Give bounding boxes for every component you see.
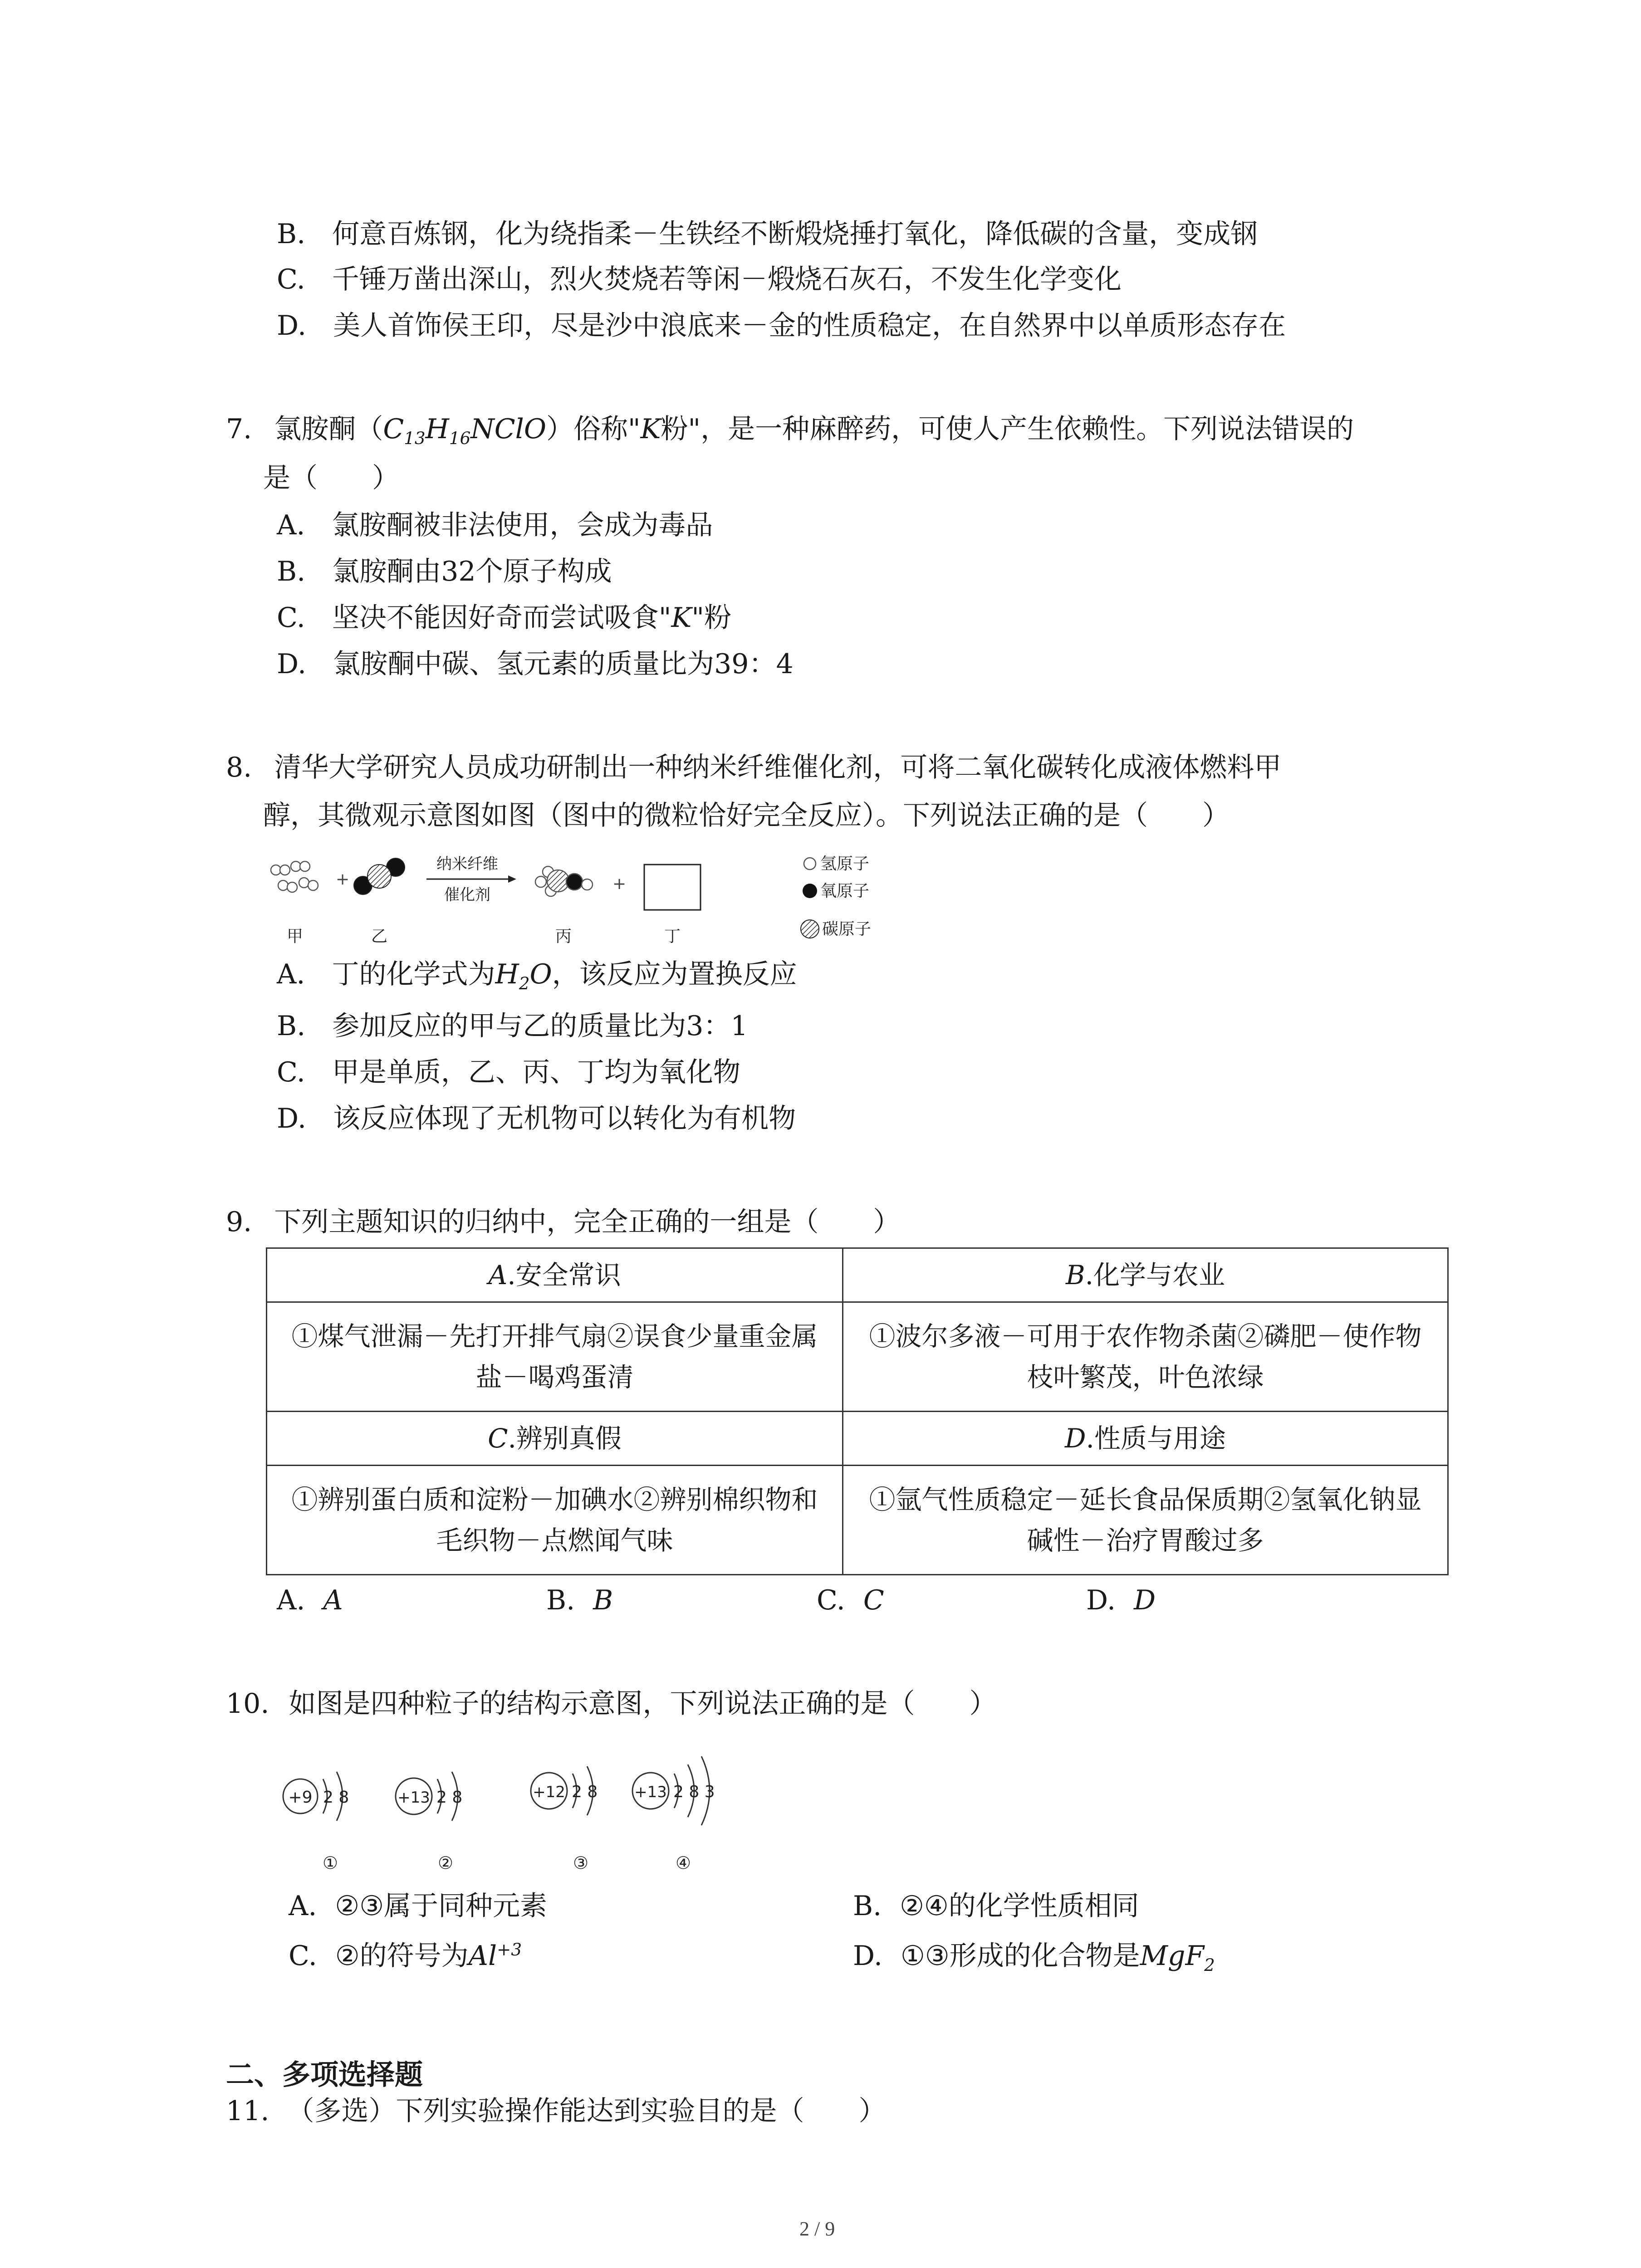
legend-hydrogen: 氢原子 bbox=[820, 855, 870, 873]
q9-stem bbox=[226, 1208, 900, 1236]
q9-option-c: C. C bbox=[817, 1584, 884, 1616]
q10-particle-diagrams bbox=[272, 1728, 771, 1887]
q10-option-a: A. ②③属于同种元素 bbox=[289, 1890, 547, 1922]
q10-option-d: D. ①③形成的化合物是MgF$_2$ bbox=[853, 1940, 1215, 1975]
hydrogen-molecules-icon bbox=[271, 861, 318, 892]
option-label: D. bbox=[277, 310, 307, 342]
option-text: 氯胺酮中碳、氢元素的质量比为39：4 bbox=[333, 648, 794, 680]
plus-sign: + bbox=[336, 870, 350, 889]
plus-sign: + bbox=[612, 875, 627, 893]
svg-text:+12: +12 bbox=[533, 1783, 565, 1801]
table-header-c: C.辨别真假 bbox=[266, 1411, 843, 1466]
option-label: C. bbox=[277, 264, 305, 295]
stem-text: 下列主题知识的归纳中，完全正确的一组是（ ） bbox=[274, 1206, 901, 1238]
q6-option-c bbox=[277, 266, 1122, 293]
option-label: D. bbox=[277, 1103, 307, 1134]
particle-2-diagram bbox=[396, 1772, 462, 1873]
option-text: 参加反应的甲与乙的质量比为3：1 bbox=[332, 1010, 748, 1042]
option-label: B. bbox=[277, 1010, 306, 1042]
question-number: 7. bbox=[226, 413, 252, 445]
q6-option-b bbox=[277, 220, 1258, 248]
q10-option-b: B. ②④的化学性质相同 bbox=[853, 1890, 1139, 1922]
option-text: 何意百炼钢，化为绕指柔－生铁经不断煅烧捶打氧化，降低碳的含量，变成钢 bbox=[332, 218, 1258, 250]
svg-text:+13: +13 bbox=[634, 1783, 667, 1801]
arrow-bottom-label: 催化剂 bbox=[444, 886, 490, 904]
svg-text:①: ① bbox=[322, 1853, 338, 1873]
question-number: 10. bbox=[226, 1688, 269, 1720]
stem-text: ）俗称" bbox=[546, 413, 641, 445]
svg-text:2 8: 2 8 bbox=[572, 1783, 598, 1801]
option-text: 氯胺酮由32个原子构成 bbox=[332, 556, 612, 587]
caption-yi: 乙 bbox=[371, 927, 388, 946]
q9-option-a: A. A bbox=[277, 1584, 343, 1616]
svg-text:+13: +13 bbox=[397, 1789, 430, 1807]
stem-text: （多选）下列实验操作能达到实验目的是（ ） bbox=[287, 2095, 886, 2127]
legend-carbon: 碳原子 bbox=[822, 920, 872, 938]
q11-stem bbox=[226, 2097, 886, 2125]
particle-4-diagram bbox=[632, 1756, 715, 1873]
q8-option-d bbox=[277, 1105, 796, 1132]
svg-text:2 8: 2 8 bbox=[323, 1788, 349, 1807]
option-text: 甲是单质，乙、丙、丁均为氧化物 bbox=[332, 1056, 740, 1088]
stem-text: 如图是四种粒子的结构示意图，下列说法正确的是（ ） bbox=[289, 1688, 997, 1720]
q7-stem-line2: 是（ ） bbox=[263, 462, 399, 494]
legend-oxygen: 氧原子 bbox=[820, 882, 870, 900]
particle-1-diagram bbox=[283, 1772, 349, 1873]
stem-text: 清华大学研究人员成功研制出一种纳米纤维催化剂，可将二氧化碳转化成液体燃料甲 bbox=[274, 752, 1282, 783]
option-text: 美人首饰侯王印，尽是沙中浪底来－金的性质稳定，在自然界中以单质形态存在 bbox=[333, 310, 1286, 342]
svg-text:③: ③ bbox=[573, 1853, 589, 1873]
svg-text:2 8 3: 2 8 3 bbox=[673, 1783, 715, 1801]
q8-reaction-diagram bbox=[268, 853, 948, 962]
carbon-atom-icon bbox=[801, 920, 819, 938]
option-label: B. bbox=[277, 218, 306, 250]
table-cell-d: ①氩气性质稳定－延长食品保质期②氢氧化钠显碱性－治疗胃酸过多 bbox=[842, 1465, 1449, 1575]
table-cell-b: ①波尔多液－可用于农作物杀菌②磷肥－使作物枝叶繁茂，叶色浓绿 bbox=[842, 1301, 1449, 1412]
page-number: 2 / 9 bbox=[799, 2218, 835, 2240]
arrow-top-label: 纳米纤维 bbox=[436, 855, 498, 873]
particle-3-diagram bbox=[531, 1766, 598, 1873]
svg-text:2 8: 2 8 bbox=[436, 1788, 463, 1807]
table-cell-c: ①辨别蛋白质和淀粉－加碘水②辨别棉织物和毛织物－点燃闻气味 bbox=[266, 1465, 843, 1575]
q8-stem bbox=[226, 754, 1281, 781]
q8-option-b bbox=[277, 1012, 748, 1040]
option-label: C. bbox=[277, 602, 305, 634]
svg-text:②: ② bbox=[437, 1853, 454, 1873]
q7-option-d bbox=[277, 650, 794, 678]
question-number: 8. bbox=[226, 752, 252, 783]
k-letter: K bbox=[640, 413, 661, 445]
q7-option-c bbox=[277, 602, 731, 634]
option-text: 丁的化学式为$H_2O$，该反应为置换反应 bbox=[332, 958, 797, 993]
legend bbox=[801, 855, 871, 938]
svg-text:④: ④ bbox=[675, 1853, 691, 1873]
caption-ding: 丁 bbox=[664, 927, 681, 946]
q7-stem bbox=[226, 413, 1354, 448]
hydrogen-atom-icon bbox=[804, 858, 816, 870]
q8-stem-line2: 醇，其微观示意图如图（图中的微粒恰好完全反应）。下列说法正确的是（ ） bbox=[263, 800, 1230, 831]
question-number: 9. bbox=[226, 1206, 252, 1238]
q6-option-d bbox=[277, 310, 1286, 342]
table-header-d: D.性质与用途 bbox=[842, 1411, 1449, 1466]
svg-text:+9: +9 bbox=[288, 1788, 313, 1807]
option-text: 千锤万凿出深山，烈火焚烧若等闲－煅烧石灰石，不发生化学变化 bbox=[332, 264, 1122, 295]
option-text: 氯胺酮被非法使用，会成为毒品 bbox=[332, 509, 713, 541]
q10-stem bbox=[226, 1688, 997, 1720]
caption-jia: 甲 bbox=[286, 927, 304, 946]
table-cell-a: ①煤气泄漏－先打开排气扇②误食少量重金属盐－喝鸡蛋清 bbox=[266, 1301, 843, 1412]
q8-option-c bbox=[277, 1056, 740, 1088]
methanol-molecule-icon bbox=[535, 866, 593, 896]
unknown-product-box bbox=[644, 865, 700, 910]
formula: $C_{13}H_{16}NClO$ bbox=[383, 413, 547, 448]
q8-option-a bbox=[277, 958, 797, 993]
stem-text: 粉"，是一种麻醉药，可使人产生依赖性。下列说法错误的 bbox=[661, 413, 1354, 445]
co2-molecule-icon bbox=[354, 858, 405, 894]
option-label: D. bbox=[277, 648, 307, 680]
option-text: 该反应体现了无机物可以转化为有机物 bbox=[333, 1103, 796, 1134]
q9-option-b: B. B bbox=[546, 1584, 613, 1616]
question-number: 11. bbox=[226, 2095, 269, 2127]
option-label: C. bbox=[277, 1056, 305, 1088]
table-header-b: B.化学与农业 bbox=[842, 1247, 1449, 1303]
q7-option-a bbox=[277, 509, 713, 541]
q7-option-b bbox=[277, 558, 612, 585]
section-title: 二、多项选择题 bbox=[226, 2058, 423, 2091]
option-label: A. bbox=[277, 509, 305, 541]
option-label: B. bbox=[277, 556, 306, 587]
option-text: 坚决不能因好奇而尝试吸食"K"粉 bbox=[332, 602, 731, 634]
option-label: A. bbox=[277, 958, 305, 990]
q9-option-d: D. D bbox=[1086, 1584, 1156, 1616]
caption-bing: 丙 bbox=[555, 927, 572, 946]
oxygen-atom-icon bbox=[803, 884, 817, 898]
stem-text: 氯胺酮（ bbox=[274, 413, 383, 445]
q10-option-c: C. ②的符号为$Al^{+3}$ bbox=[289, 1940, 522, 1972]
table-header-a: A.安全常识 bbox=[266, 1247, 843, 1303]
